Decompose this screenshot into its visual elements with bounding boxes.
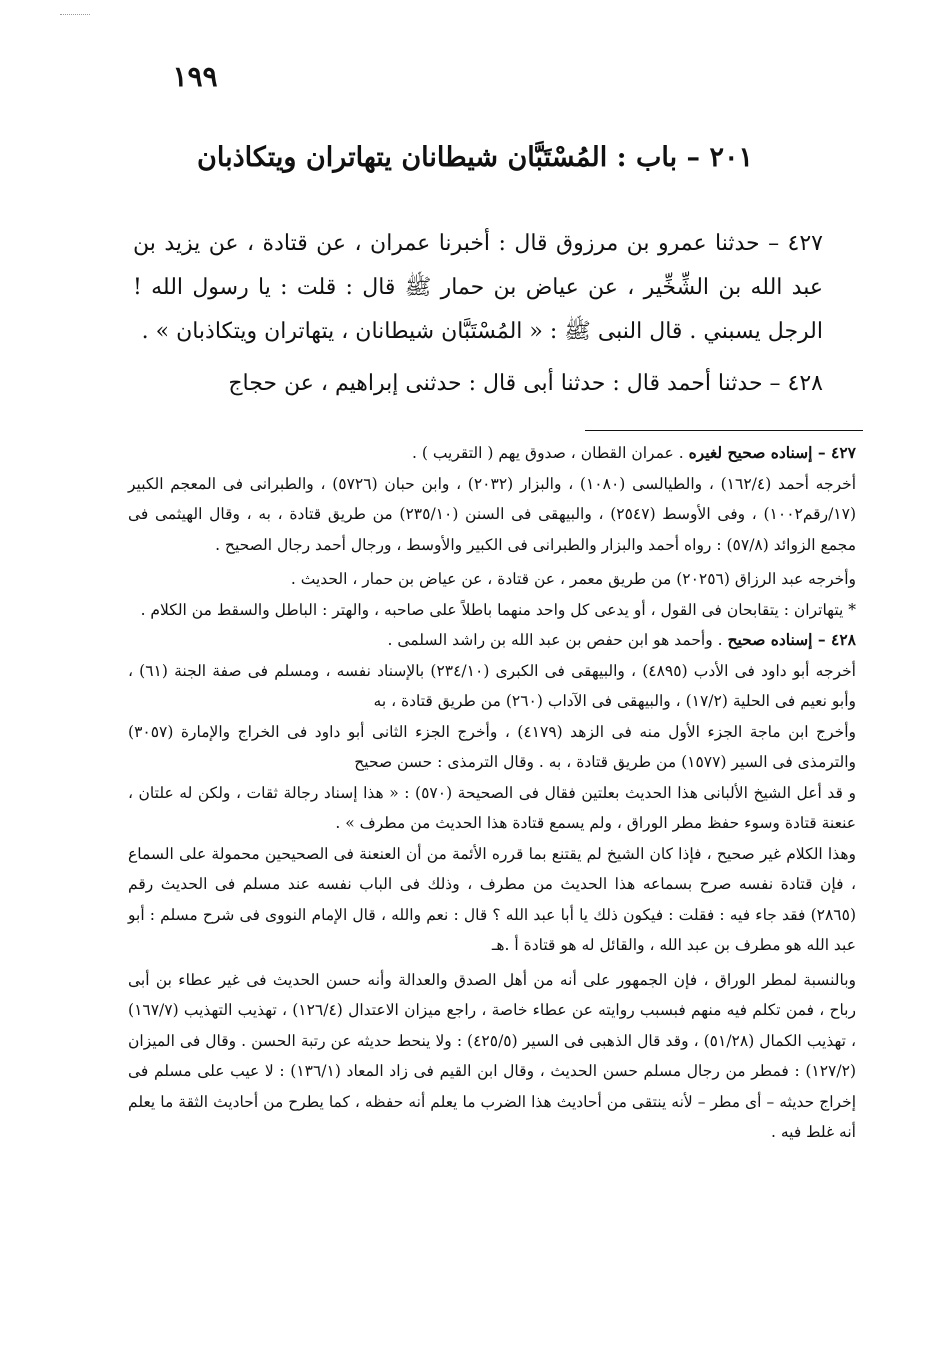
note-427-head [128,438,856,469]
footnotes [128,438,856,1148]
note-428-title: ٤٢٨ – إسناده صحيح [727,630,856,649]
hadith-427: ٤٢٧ – حدثنا عمرو بن مرزوق قال : أخبرنا عمران ، عن قتادة ، عن يزيد بن عبد الله بن الشِّخِّير ، عن عياض بن حمار ﷺ قال : قلت : يا رسول الله ! الرجل يسبني . قال النبى ﷺ : « المُسْتَبَّان شيطانان ، يتهاتران ويتكاذبان » . [133,231,823,344]
note-428-ibnmajah: وأخرج ابن ماجة الجزء الأول منه فى الزهد (٤١٧٩) ، وأخرج الجزء الثانى أبو داود فى الخراج والإمارة (٣٠٥٧) والترمذى فى السير (١٥٧٧) من طريق قتادة ، به . وقال الترمذى : حسن صحيح [128,722,856,771]
note-427-gloss: * يتهاتران : يتقابحان فى القول ، أو يدعى كل واحد منهما باطلاً على صاحبه ، والهتر : الباطل والسقط من الكلام . [140,600,856,619]
chapter-heading: ٢٠١ – باب : المُسْتَبَّان شيطانان يتهاتران ويتكاذبان [197,142,753,173]
note-428-rest: . وأحمد هو ابن حفص بن عبد الله بن راشد السلمى . [387,631,728,649]
hadith-428: ٤٢٨ – حدثنا أحمد قال : حدثنا أبى قال : حدثنى إبراهيم ، عن حجاج [228,371,823,396]
page-number: ١٩٩ [172,60,218,93]
note-427-abdrazzaq: وأخرجه عبد الرزاق (٢٠٢٥٦) من طريق معمر ، عن قتادة ، عن عياض بن حمار ، الحديث . [290,570,856,588]
note-428-sources: أخرجه أبو داود فى الأدب (٤٨٩٥) ، والبيهقى فى الكبرى (٢٣٤/١٠) بالإسناد نفسه ، ومسلم فى صفة الجنة (٦١) ، وأبو نعيم فى الحلية (١٧/٢) ، والبيهقى فى الآداب (٢٦٠) من طريق قتادة ، به [128,661,856,710]
note-427-sources: أخرجه أحمد (١٦٢/٤) ، والطيالسى (١٠٨٠) ، والبزار (٢٠٣٢) ، وابن حبان (٥٧٢٦) ، والطبرانى فى المعجم الكبير (١٧/رقم١٠٠٢) ، وفى الأوسط (٢٥٤٧) ، والبيهقى فى السنن (٢٣٥/١٠) من طريق قتادة ، به ، وقال الهيثمى فى مجمع الزوائد (٥٧/٨) : رواه أحمد والبزار والطبرانى فى الكبير والأوسط ، ورجال أحمد رجال الصحيح . [128,474,857,554]
note-428-head [128,625,856,656]
scan-mark [60,14,90,17]
footnote-separator [585,430,863,431]
main-text [133,222,823,406]
note-428-matar: وبالنسبة لمطر الوراق ، فإن الجمهور على أنه من أهل الصدق والعدالة وأنه حسن الحديث فى غير عطاء بن أبى رباح ، فمن تكلم فيه منهم فبسبب روايته عن عطاء خاصة ، راجع ميزان الاعتدال (١٢٦/٤) ، تهذيب التهذيب (١٦٧/٧) ، تهذيب الكمال (٥١/٢٨) ، وقد قال الذهبى فى السير (٤٢٥/٥) : ولا ينحط حديثه عن رتبة الحسن . وقال فى الميزان (١٢٧/٢) : فمطر من رجال مسلم حسن الحديث ، وقال ابن القيم فى زاد المعاد (١٣٦/١) : لا عيب على مسلم فى إخراج حديثه – أى مطر – لأنه ينتقى من أحاديث هذا الضرب ما يعلم أنه حفظه ، كما يطرح من أحاديث الثقة ما يعلم أنه غلط فيه . [128,970,856,1141]
note-427-rest: . عمران القطان ، صدوق يهم ( التقريب ) . [411,444,689,462]
note-428-albani: و قد أعل الشيخ الألبانى هذا الحديث بعلتين فقال فى الصحيحة (٥٧٠) : « هذا إسناد رجالة ثقات ، ولكن له علتان ، عنعنة قتادة وسوء حفظ مطر الوراق ، ولم يسمع قتادة هذا الحديث من مطرف » . [128,783,856,832]
note-427-title: ٤٢٧ – إسناده صحيح لغيره [688,443,856,462]
note-428-response: وهذا الكلام غير صحيح ، فإذا كان الشيخ لم يقتنع بما قرره الأئمة من أن العنعنة فى الصحيحين محمولة على السماع ، فإن قتادة نفسه صرح بسماعه هذا الحديث من مطرف ، وذلك فى الباب نفسه عند مسلم فى الحديث رقم (٢٨٦٥) فقد جاء فيه : فقلت : فيكون ذلك يا أبا عبد الله ؟ قال : نعم والله ، قال الإمام النووى فى شرح مسلم : أبو عبد الله هو مطرف بن عبد الله ، والقائل له هو قتادة أ .هـ [128,844,856,954]
